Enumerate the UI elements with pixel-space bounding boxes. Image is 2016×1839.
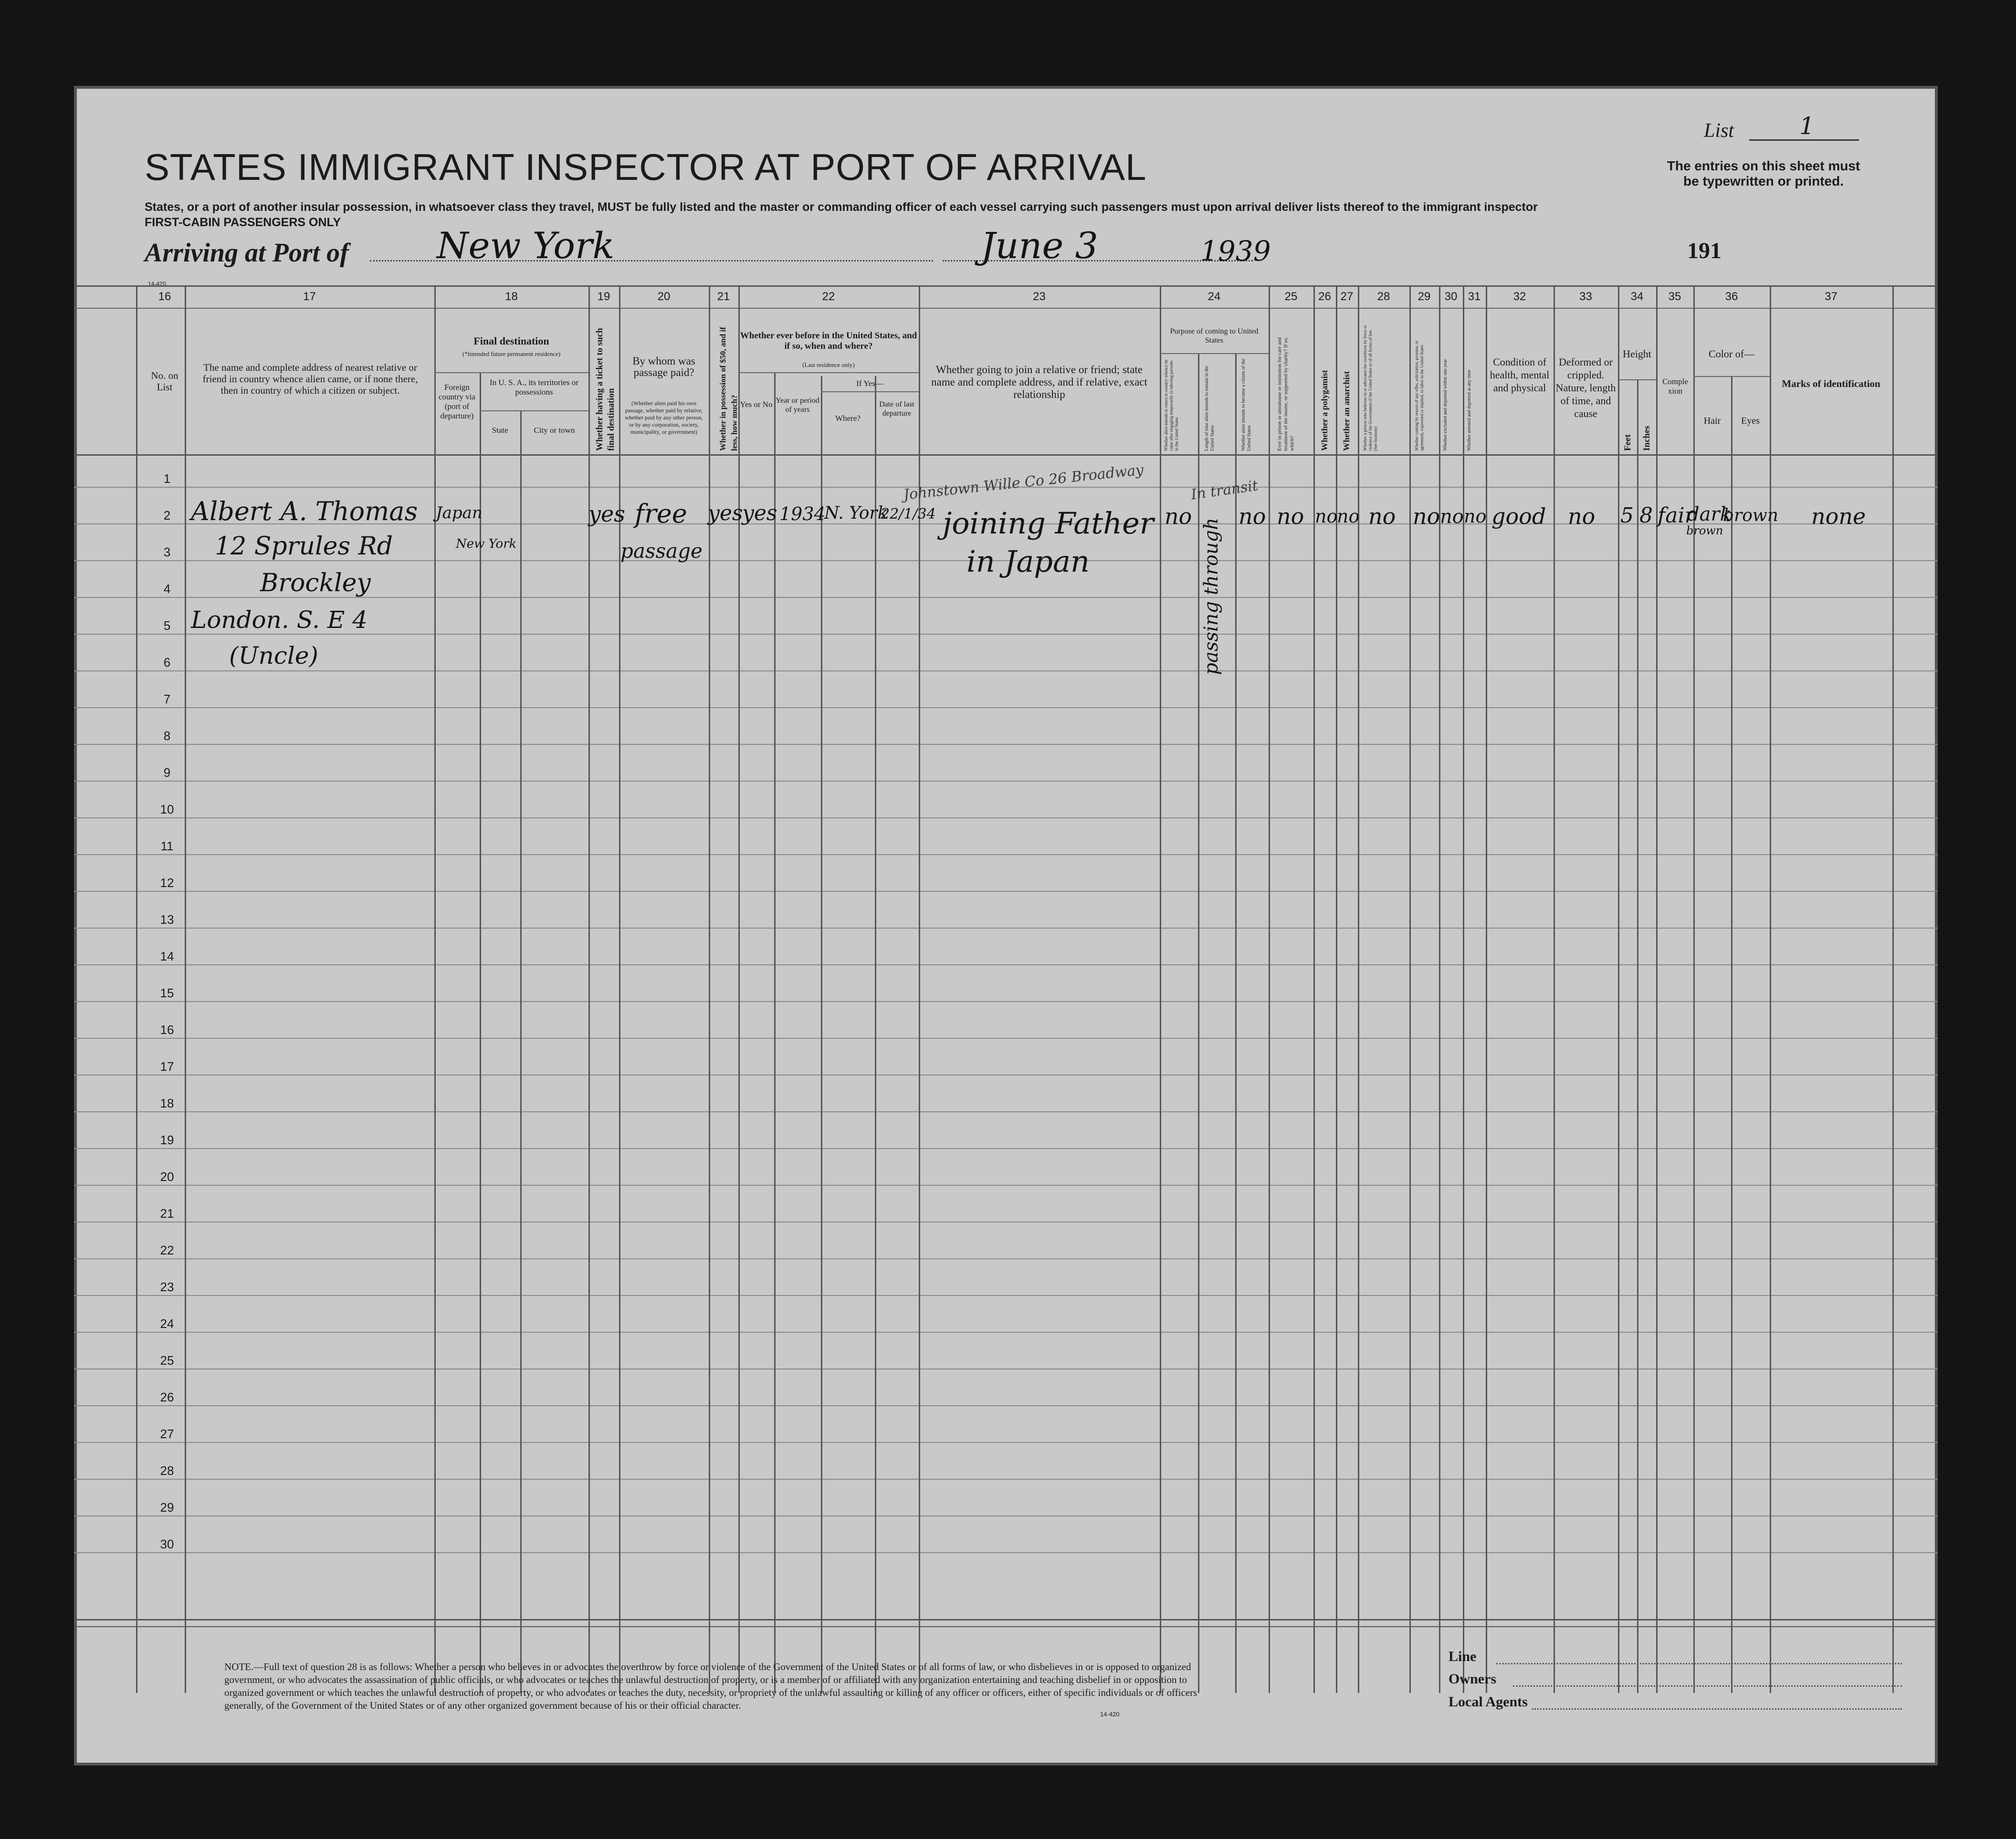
colnum-29: 29 — [1418, 290, 1431, 303]
col-line — [1656, 285, 1658, 1693]
footer-agents-rule — [1532, 1708, 1902, 1710]
purpose-return: no — [1165, 503, 1192, 529]
colnum-19: 19 — [597, 290, 610, 303]
row-rule — [74, 817, 1938, 818]
col18-foreign-header: Foreign country via (port of departure) — [439, 383, 475, 420]
row-rule — [74, 707, 1938, 708]
row-number: 13 — [160, 912, 174, 927]
col20-header: By whom was passage paid? — [632, 355, 695, 378]
col-line — [1439, 285, 1440, 1693]
date-value: June 3 — [981, 224, 1098, 267]
row-rule — [74, 854, 1938, 855]
marks-answer: none — [1811, 503, 1866, 529]
colnum-26: 26 — [1318, 290, 1331, 303]
col33-header: Deformed or crippled. Nature, length of time, and cause — [1555, 356, 1616, 419]
colnum-21: 21 — [717, 290, 730, 303]
footer-form-number: 14-420 — [1100, 1711, 1120, 1718]
row-rule — [74, 1405, 1938, 1406]
col-line — [1160, 285, 1161, 1693]
polygamist-answer: no — [1315, 506, 1338, 527]
purpose-citizen: no — [1239, 503, 1266, 529]
colnum-18: 18 — [505, 290, 518, 303]
col35-header: Complexion — [1662, 377, 1688, 396]
col-line — [588, 285, 590, 1693]
colnum-17: 17 — [303, 290, 316, 303]
col29-header: Whether coming by reason of any offer, solicitation, promise, or agreement, expressed or implied, to labor in the United States — [1414, 340, 1424, 451]
colnum-22: 22 — [822, 290, 835, 303]
row-number: 9 — [163, 765, 171, 780]
col-line — [1486, 285, 1487, 1693]
col18-usa-header: In U. S. A., its territories or possessions — [489, 378, 579, 397]
col23-header: Whether going to join a relative or friend; state name and complete address, and if relative, exact relationship — [931, 364, 1147, 400]
col-line — [1618, 285, 1619, 1693]
colnum-16: 16 — [158, 290, 171, 303]
col18-city-header: City or town — [534, 426, 575, 435]
col34-inches-header: Inches — [1642, 426, 1652, 451]
col22-date-header: Date of last departure — [879, 400, 914, 418]
col25-header: Ever in prison or almshouse or institution for care and treatment of the insane, or supported by charity? If so, which? — [1277, 337, 1295, 451]
col-line — [1770, 285, 1771, 1693]
col-line — [1731, 376, 1732, 1693]
colnum-28: 28 — [1377, 290, 1390, 303]
col16-header: No. on List — [151, 370, 178, 393]
colnum-36: 36 — [1725, 290, 1738, 303]
before-us-date: 22/1/34 — [881, 506, 936, 522]
join-annotation: Johnstown Wille Co 26 Broadway — [903, 461, 1144, 503]
row-rule — [74, 1515, 1938, 1516]
page-title: STATES IMMIGRANT INSPECTOR AT PORT OF ARRIVAL — [145, 146, 1147, 188]
col22-where-header: Where? — [835, 414, 861, 423]
col-line — [619, 285, 620, 1693]
health-answer: good — [1491, 503, 1546, 529]
col-line — [480, 372, 481, 1693]
row-rule — [74, 1479, 1938, 1480]
row-rule — [74, 1442, 1938, 1443]
row-number: 22 — [160, 1243, 174, 1257]
col18-subheader: (*Intended future permanent residence) — [462, 350, 561, 357]
col22-subheader: (Last residence only) — [802, 361, 855, 368]
row-number: 10 — [160, 802, 174, 816]
colnum-35: 35 — [1668, 290, 1681, 303]
manifest-sheet — [74, 86, 1938, 1766]
col36-header: Color of— — [1709, 348, 1754, 360]
col21-header: Whether in possession of $50, and if less, how much? — [718, 327, 739, 451]
row-number: 14 — [160, 949, 174, 963]
eyes-answer: brown — [1723, 506, 1778, 525]
row-number: 7 — [163, 692, 171, 706]
hair-line-2: brown — [1686, 524, 1723, 537]
colnum-27: 27 — [1340, 290, 1354, 303]
footer-owners-label: Owners — [1449, 1671, 1496, 1687]
col-line — [821, 376, 822, 1693]
manifest-grid — [74, 86, 1938, 1766]
row-number: 2 — [163, 508, 171, 522]
col32-header: Condition of health, mental and physical — [1490, 356, 1550, 394]
col-line — [1313, 285, 1315, 1693]
hair-line-1: dark — [1687, 503, 1732, 525]
col-line — [875, 376, 876, 1693]
col17-header: The name and complete address of nearest relative or friend in country whence alien came, or if none there, then in country of which a citizen or subject. — [202, 362, 418, 396]
col36-sub-rule — [1693, 376, 1770, 377]
col26-header: Whether a polygamist — [1320, 370, 1329, 451]
col24-sub-rule — [1160, 353, 1269, 354]
row-rule — [74, 1148, 1938, 1149]
col-line — [1554, 285, 1555, 1693]
row-number: 16 — [160, 1023, 174, 1037]
col24c-header: Whether alien intends to become a citizen of the United States — [1241, 358, 1252, 451]
grid-bottom-rule — [74, 1626, 1938, 1627]
col19-header: Whether having a ticket to such final destination — [595, 328, 616, 451]
row-number: 17 — [160, 1059, 174, 1074]
first-cabin-label: FIRST-CABIN PASSENGERS ONLY — [145, 216, 341, 229]
port-value: New York — [437, 224, 615, 267]
col-line — [709, 285, 710, 1693]
colnum-37: 37 — [1825, 290, 1838, 303]
row-rule — [74, 1295, 1938, 1296]
grid-top-rule — [74, 285, 1938, 287]
col-line — [1463, 285, 1464, 1693]
row-rule — [74, 634, 1938, 635]
footer-line-rule — [1496, 1663, 1902, 1664]
row-number: 25 — [160, 1353, 174, 1368]
col24-header: Purpose of coming to United States — [1170, 327, 1259, 345]
colnum-31: 31 — [1468, 290, 1481, 303]
footer-owners-rule — [1513, 1685, 1902, 1687]
row-number: 19 — [160, 1133, 174, 1147]
col-line — [1693, 285, 1695, 1693]
col30-header: Whether excluded and deported within one year — [1443, 359, 1448, 451]
colnum-rule — [74, 308, 1938, 309]
col-line — [1892, 285, 1894, 1693]
col-line — [1336, 285, 1337, 1693]
row-rule — [74, 1111, 1938, 1112]
col-line — [1358, 285, 1359, 1693]
col24b-header: Length of time alien intends to remain in the United States — [1204, 366, 1215, 451]
row-number: 5 — [163, 618, 171, 633]
colnum-30: 30 — [1444, 290, 1458, 303]
stamp-number: 191 — [1687, 238, 1722, 263]
col-line — [1409, 285, 1411, 1693]
col27-header: Whether an anarchist — [1342, 371, 1351, 451]
row-number: 6 — [163, 655, 171, 669]
col-line — [520, 410, 522, 1693]
purpose-transit: In transit — [1190, 477, 1260, 503]
row-rule — [74, 891, 1938, 892]
col22-sub-rule — [738, 372, 919, 373]
row-rule — [74, 1258, 1938, 1259]
height-feet: 5 — [1620, 503, 1634, 528]
colnum-20: 20 — [657, 290, 671, 303]
col-line — [738, 285, 740, 1693]
relative-line-5: (Uncle) — [229, 642, 318, 669]
row-number: 15 — [160, 986, 174, 1000]
ticket-answer: yes — [588, 501, 625, 527]
row-rule — [74, 670, 1938, 671]
join-line-2: in Japan — [966, 544, 1090, 579]
row-number: 1 — [163, 471, 171, 486]
row-rule — [74, 1038, 1938, 1039]
col20-subheader: (Whether alien paid his own passage, whether paid by relative, whether paid by any other person, or by any corporation, society, municipality, or government) — [625, 400, 703, 435]
row-number: 3 — [163, 545, 171, 559]
row-number: 28 — [160, 1463, 174, 1478]
form-number: 14-420 — [148, 281, 166, 287]
col22-header: Whether ever before in the United States, and if so, when and where? — [740, 331, 917, 351]
row-number: 8 — [163, 729, 171, 743]
row-number: 24 — [160, 1317, 174, 1331]
foreign-country: Japan — [436, 503, 483, 522]
relative-line-3: Brockley — [260, 569, 371, 597]
page-subtitle: States, or a port of another insular possession, in whatsoever class they travel, MUST be fully listed and the master or commanding officer of each vessel carrying such passengers must upon arrival deliver lists thereof to the immigrant inspector — [145, 200, 1538, 214]
col-line — [1269, 285, 1270, 1693]
col36-hair-header: Hair — [1703, 416, 1721, 426]
anarchist-answer: no — [1337, 506, 1360, 527]
grid-bottom-rule — [74, 1619, 1938, 1620]
col22-ifyes-header: If Yes— — [856, 379, 883, 388]
col-line — [434, 285, 436, 1693]
row-rule — [74, 781, 1938, 782]
col37-header: Marks of identification — [1782, 378, 1880, 389]
colnum-34: 34 — [1630, 290, 1644, 303]
row-rule — [74, 744, 1938, 745]
row-rule — [74, 964, 1938, 965]
row-number: 12 — [160, 876, 174, 890]
before-us-where: N. York — [824, 503, 888, 523]
colnum-25: 25 — [1284, 290, 1298, 303]
labor-offer-answer: no — [1413, 503, 1440, 529]
col36-eyes-header: Eyes — [1741, 416, 1760, 426]
list-value: 1 — [1799, 112, 1815, 140]
row-number: 23 — [160, 1280, 174, 1294]
footnote-q28: NOTE.—Full text of question 28 is as follows: Whether a person who believes in or advocates the overthrow by force or violence of the Government of the United States or of all forms of law, or who disbelieves in or is opposed to organized government, or who advocates the assassination of public officials, or who advocates or teaches the unlawful destruction of property, or is a member of or affiliated with any organization entertaining and teaching disbelief in or opposition to organized government or which teaches the unlawful destruction of property, or who advocates or teaches the duty, necessity, or propriety of the unlawful assaulting or killing of any officer or officers, either of specific individuals or of officers generally, of the Government of the United States or of any other organized government because of his or their official character. — [224, 1661, 1197, 1711]
col-line — [1637, 379, 1638, 1693]
row-rule — [74, 1001, 1938, 1002]
row-number: 30 — [160, 1537, 174, 1551]
col34-header: Height — [1623, 348, 1651, 360]
relative-line-4: London. S. E 4 — [191, 606, 368, 634]
row-number: 11 — [160, 839, 174, 853]
footer-agents-label: Local Agents — [1449, 1694, 1528, 1710]
col34-feet-header: Feet — [1623, 434, 1633, 451]
col18-state-header: State — [492, 426, 508, 435]
colnum-23: 23 — [1033, 290, 1046, 303]
row-rule — [74, 1222, 1938, 1223]
col31-header: Whether arrested and deported at any time — [1467, 370, 1472, 451]
relative-line-2: 12 Sprules Rd — [215, 532, 393, 561]
col18-header: Final destination — [473, 335, 549, 347]
fifty-dollars-answer: yes — [708, 501, 743, 525]
row-number: 21 — [160, 1206, 174, 1221]
foreign-via: New York — [456, 537, 517, 551]
excluded-answer: no — [1440, 506, 1464, 528]
row-rule — [74, 1332, 1938, 1333]
sheet-note: The entries on this sheet must be typewritten or printed. — [1667, 158, 1860, 188]
footer-line-label: Line — [1449, 1649, 1477, 1664]
col34-sub-rule — [1618, 379, 1656, 380]
join-line-1: joining Father — [943, 506, 1154, 541]
col18-sub-rule — [434, 372, 588, 373]
col-line — [1235, 353, 1237, 1693]
col-line — [136, 285, 137, 1693]
complexion-answer: fair — [1658, 503, 1695, 528]
relative-line-1: Albert A. Thomas — [191, 496, 418, 526]
arrested-answer: no — [1464, 506, 1487, 527]
col22-yesno-header: Yes or No — [740, 400, 773, 409]
purpose-length: passing through — [1200, 518, 1222, 675]
arriving-label: Arriving at Port of — [145, 238, 349, 268]
row-number: 18 — [160, 1096, 174, 1110]
row-rule — [74, 1185, 1938, 1186]
row-rule — [74, 928, 1938, 929]
col24a-header: Whether alien intends to return to country whence he came after engaging temporarily in laboring pursuits in the United States — [1164, 359, 1179, 451]
colnum-32: 32 — [1513, 290, 1526, 303]
col18-usa-rule — [480, 410, 588, 411]
year-value: 1939 — [1200, 235, 1271, 267]
overthrow-answer: no — [1368, 503, 1396, 529]
before-us-year: 1934 — [779, 503, 826, 524]
row-number: 26 — [160, 1390, 174, 1404]
row-number: 4 — [163, 582, 171, 596]
colnum-24: 24 — [1208, 290, 1221, 303]
passage-line-2: passage — [620, 539, 703, 563]
deformed-answer: no — [1568, 503, 1596, 529]
colnum-33: 33 — [1579, 290, 1592, 303]
before-us-answer: yes — [742, 501, 777, 525]
col28-header: Whether a person who believes in or advocates the overthrow by force or violence of the Government of the United States or of all forms of law (See footnote) — [1363, 325, 1378, 451]
row-number: 29 — [160, 1500, 174, 1515]
col-line — [774, 372, 776, 1693]
height-inches: 8 — [1639, 503, 1653, 528]
row-number: 27 — [160, 1427, 174, 1441]
row-number: 20 — [160, 1170, 174, 1184]
header-bottom-rule — [74, 454, 1938, 456]
col22-ifyes-rule — [821, 391, 919, 392]
passage-line-1: free — [635, 499, 687, 529]
col-line — [1198, 353, 1199, 1693]
row-rule — [74, 1552, 1938, 1553]
list-label: List — [1704, 120, 1734, 142]
prison-answer: no — [1277, 503, 1304, 529]
col22-year-header: Year or period of years — [776, 397, 819, 414]
row-rule — [74, 1075, 1938, 1076]
